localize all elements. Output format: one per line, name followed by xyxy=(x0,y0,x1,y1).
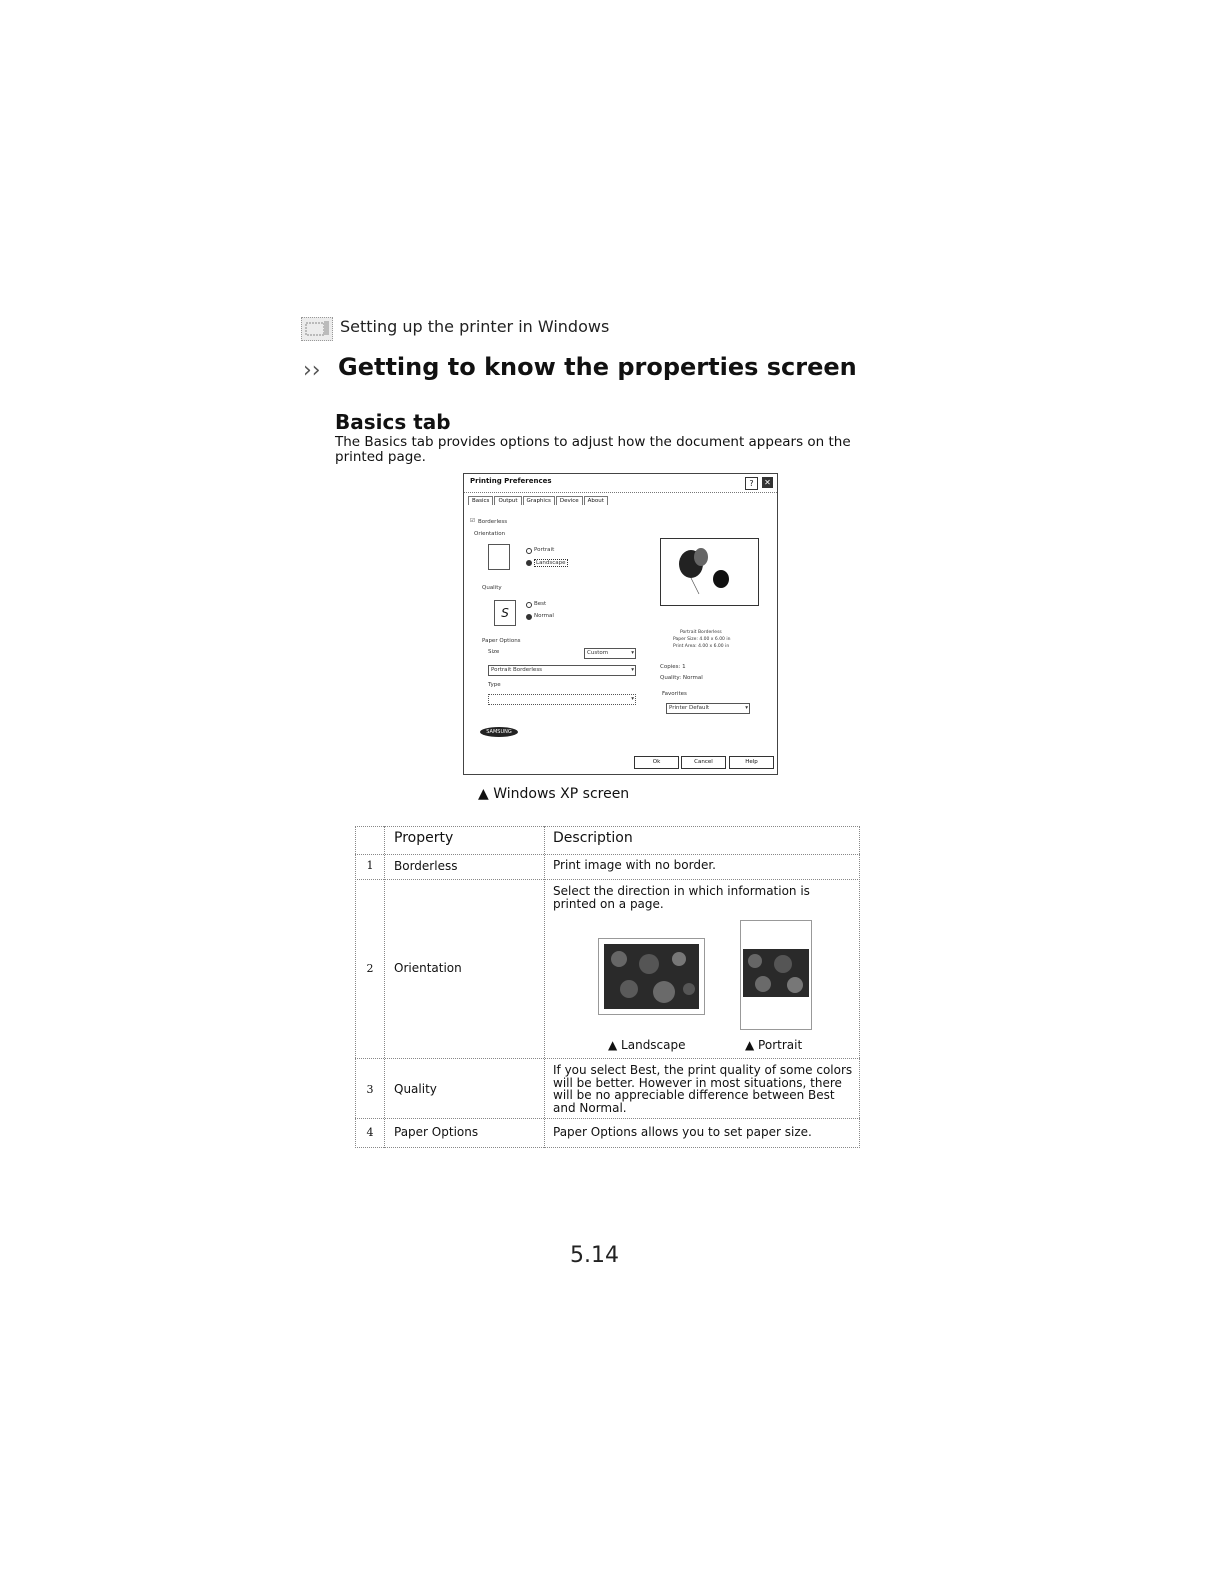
row-number: 3 xyxy=(366,1083,374,1096)
figure-caption: ▲ Windows XP screen xyxy=(478,786,630,802)
property-description: Print image with no border. xyxy=(553,858,716,872)
tab-output: Output xyxy=(494,496,521,505)
page-number: 5.14 xyxy=(570,1243,619,1268)
table-border xyxy=(355,826,860,827)
table-border xyxy=(355,1118,860,1119)
type-label: Type xyxy=(488,682,501,688)
favorites-select xyxy=(666,703,750,714)
intro-paragraph: The Basics tab provides options to adjust how the document appears on the printed page. xyxy=(335,434,851,465)
property-name: Orientation xyxy=(394,961,462,975)
borderless-checkbox-icon: ☑ xyxy=(470,518,475,524)
orientation-group-label: Orientation xyxy=(474,531,506,537)
table-border xyxy=(384,826,385,1148)
type-select xyxy=(488,694,636,705)
normal-radio-label: Normal xyxy=(534,613,554,619)
samsung-logo: SAMSUNG xyxy=(480,727,518,737)
table-header-property: Property xyxy=(394,830,454,846)
landscape-caption: ▲ Landscape xyxy=(608,1038,686,1052)
portrait-illustration xyxy=(740,920,812,1030)
table-border xyxy=(355,1147,860,1148)
tab-graphics: Graphics xyxy=(523,496,555,505)
borderless-select xyxy=(488,665,636,676)
preview-caption-line2: Paper Size: 4.00 x 6.00 in xyxy=(673,637,731,642)
section-icon xyxy=(301,317,333,341)
cancel-button: Cancel xyxy=(681,756,726,769)
borderless-checkbox-label: Borderless xyxy=(478,519,508,525)
size-label: Size xyxy=(488,649,500,655)
landscape-radio-icon xyxy=(526,560,532,566)
paper-options-group-label: Paper Options xyxy=(482,638,521,644)
tab-about: About xyxy=(584,496,608,505)
normal-radio-icon xyxy=(526,614,532,620)
help-icon: ? xyxy=(745,477,758,490)
property-name: Quality xyxy=(394,1082,437,1096)
running-header: Setting up the printer in Windows xyxy=(340,317,610,336)
table-border xyxy=(355,1058,860,1059)
copies-summary: Copies: 1 xyxy=(660,664,686,670)
favorites-select-value: Printer Default xyxy=(669,705,710,711)
quality-group-label: Quality xyxy=(482,585,502,591)
best-radio-icon xyxy=(526,602,532,608)
tab-device: Device xyxy=(556,496,583,505)
table-border xyxy=(355,879,860,880)
portrait-radio-label: Portrait xyxy=(534,547,555,553)
best-radio-label: Best xyxy=(534,601,547,607)
table-border xyxy=(355,826,356,1148)
dialog-titlebar xyxy=(464,474,777,493)
ok-button: Ok xyxy=(634,756,679,769)
chevron-down-icon: ▾ xyxy=(631,696,634,702)
chevron-down-icon: ▾ xyxy=(631,650,634,656)
close-icon: ✕ xyxy=(762,477,773,488)
quality-summary: Quality: Normal xyxy=(660,675,703,681)
property-description: If you select Best, the print quality of some colors will be better. However in most situations, there will be no appreciable difference between Best and Normal. xyxy=(553,1063,853,1115)
table-header-description: Description xyxy=(553,830,633,846)
property-description: Select the direction in which information is printed on a page. xyxy=(553,884,810,911)
orientation-preview-icon xyxy=(488,544,510,570)
property-name: Paper Options xyxy=(394,1125,479,1139)
tab-basics: Basics xyxy=(468,496,493,505)
table-border xyxy=(355,854,860,855)
portrait-photo xyxy=(743,949,809,997)
section-title: Basics tab xyxy=(335,410,451,434)
landscape-illustration xyxy=(598,938,705,1015)
size-select xyxy=(584,648,636,659)
portrait-radio-icon xyxy=(526,548,532,554)
table-border xyxy=(544,826,545,1148)
print-preview-image xyxy=(660,538,759,606)
page-title: Getting to know the properties screen xyxy=(338,353,857,381)
quality-preview-icon: S xyxy=(494,600,516,626)
property-description: Paper Options allows you to set paper size. xyxy=(553,1125,812,1139)
dialog-tabs xyxy=(468,496,609,505)
borderless-select-value: Portrait Borderless xyxy=(491,667,543,673)
favorites-label: Favorites xyxy=(662,691,687,697)
property-name: Borderless xyxy=(394,859,458,873)
row-number: 2 xyxy=(366,962,374,975)
row-number: 4 xyxy=(366,1126,374,1139)
properties-table xyxy=(355,826,860,1148)
preview-caption-line1: Portrait Borderless xyxy=(680,630,722,635)
table-border xyxy=(859,826,860,1148)
portrait-caption: ▲ Portrait xyxy=(745,1038,803,1052)
landscape-photo xyxy=(604,944,699,1009)
chevron-down-icon: ▾ xyxy=(745,705,748,711)
help-button: Help xyxy=(729,756,774,769)
chevron-down-icon: ▾ xyxy=(631,667,634,673)
landscape-radio-label: Landscape xyxy=(536,560,566,566)
printing-preferences-screenshot xyxy=(463,473,778,775)
dialog-title: Printing Preferences xyxy=(470,477,552,485)
double-chevron-icon: ›› xyxy=(303,358,321,383)
row-number: 1 xyxy=(366,859,374,872)
size-select-value: Custom xyxy=(587,650,609,656)
preview-caption-line3: Print Area: 4.00 x 6.00 in xyxy=(673,644,730,649)
